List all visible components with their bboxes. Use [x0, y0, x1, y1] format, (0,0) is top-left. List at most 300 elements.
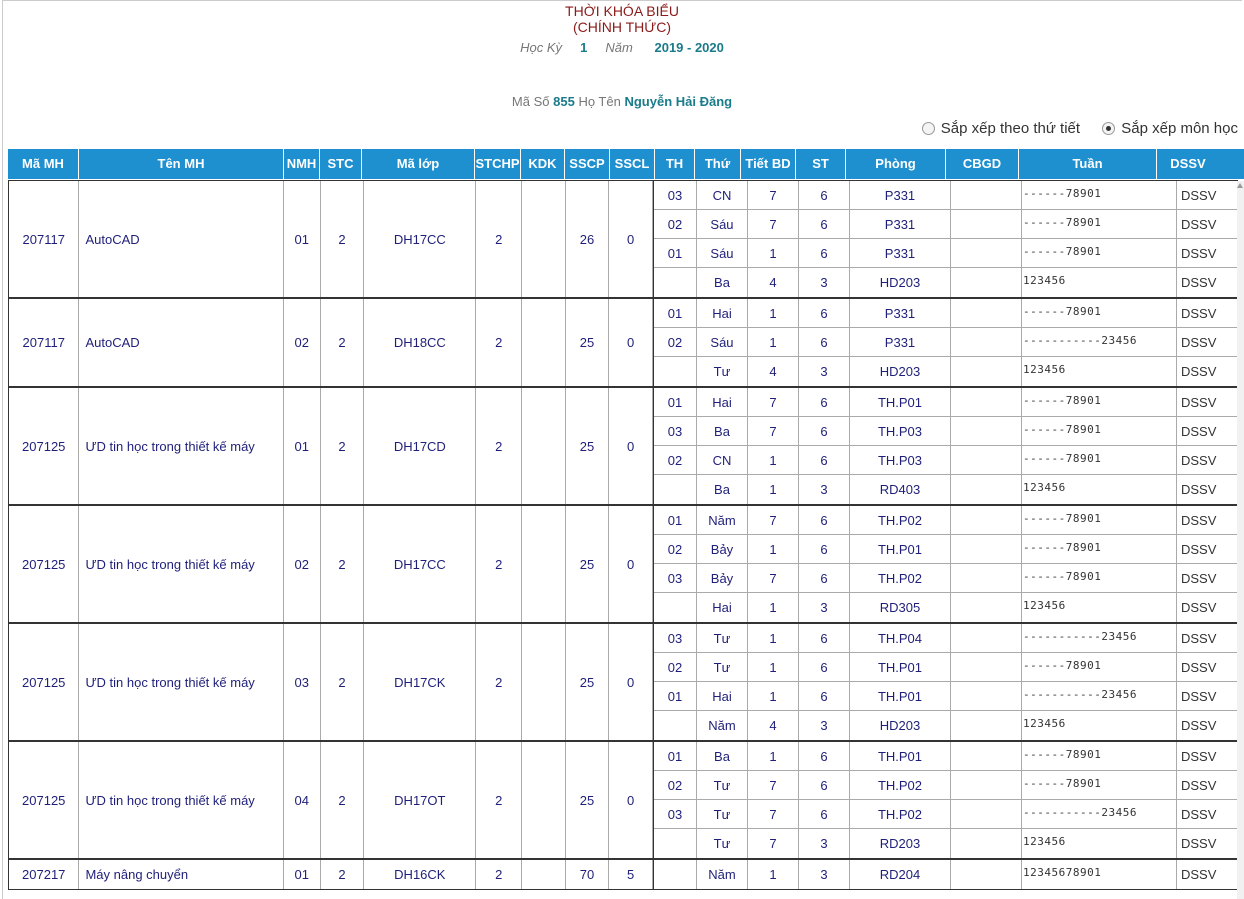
column-header: KDK — [521, 149, 565, 179]
weekday: Tư — [697, 624, 748, 652]
page-title — [0, 3, 1244, 35]
column-header: Thứ — [695, 149, 741, 179]
th: 02 — [654, 446, 697, 474]
column-header: Tuần — [1019, 149, 1157, 179]
period-count: 6 — [799, 417, 850, 445]
room: HD203 — [850, 357, 951, 386]
th — [654, 475, 697, 504]
start-period: 7 — [748, 800, 799, 828]
weekday: Tư — [697, 829, 748, 858]
credits: 2 — [321, 506, 365, 622]
student-list-link[interactable]: DSSV — [1180, 806, 1217, 822]
weekday: Hai — [697, 388, 748, 416]
th: 01 — [654, 239, 697, 267]
start-period: 7 — [748, 388, 799, 416]
session-row — [654, 268, 1237, 297]
lecturer — [951, 711, 1022, 740]
credits: 2 — [321, 860, 365, 889]
kdk — [522, 181, 566, 297]
student-list-link[interactable]: DSSV — [1180, 394, 1217, 410]
period-count: 6 — [799, 388, 850, 416]
course-code: 207117 — [9, 181, 79, 297]
session-row — [654, 564, 1237, 593]
course-code: 207125 — [9, 742, 79, 858]
th — [654, 860, 697, 889]
period-count: 3 — [799, 829, 850, 858]
course-code: 207125 — [9, 506, 79, 622]
group-no: 02 — [284, 506, 321, 622]
semester-value: 1 — [580, 40, 588, 55]
start-period: 7 — [748, 181, 799, 209]
column-header: SSCP — [565, 149, 610, 179]
weeks: ------78901 — [1022, 446, 1177, 474]
course-group — [8, 298, 1238, 387]
stchp: 2 — [476, 624, 522, 740]
column-header: TH — [655, 149, 695, 179]
student-list-link[interactable]: DSSV — [1180, 867, 1217, 882]
session-row — [654, 682, 1237, 711]
th: 03 — [654, 417, 697, 445]
weeks: 123456 — [1022, 711, 1177, 740]
sort-by-period-option[interactable] — [922, 120, 1080, 137]
session-row — [654, 800, 1237, 829]
weekday: Bảy — [697, 564, 748, 592]
kdk — [522, 860, 566, 889]
column-header: Tiết BD — [741, 149, 796, 179]
lecturer — [951, 624, 1022, 652]
lecturer — [951, 388, 1022, 416]
column-header: STC — [320, 149, 362, 179]
group-no: 04 — [284, 742, 321, 858]
weeks: 123456 — [1022, 357, 1177, 386]
start-period: 1 — [748, 593, 799, 622]
sscp: 25 — [566, 624, 610, 740]
lecturer — [951, 682, 1022, 710]
start-period: 1 — [748, 742, 799, 770]
kdk — [522, 742, 566, 858]
lecturer — [951, 357, 1022, 386]
weekday: Tư — [697, 357, 748, 386]
group-no: 02 — [284, 299, 321, 386]
session-row — [654, 210, 1237, 239]
column-header: STCHP — [475, 149, 521, 179]
start-period: 7 — [748, 564, 799, 592]
column-header: DSSV — [1170, 156, 1206, 171]
session-row — [654, 506, 1237, 535]
course-group — [8, 505, 1238, 623]
start-period: 1 — [748, 475, 799, 504]
room: TH.P03 — [850, 446, 951, 474]
session-row — [654, 475, 1237, 504]
th: 01 — [654, 506, 697, 534]
period-count: 3 — [799, 593, 850, 622]
session-row — [654, 742, 1237, 771]
start-period: 4 — [748, 711, 799, 740]
period-count: 6 — [799, 771, 850, 799]
session-row — [654, 239, 1237, 268]
class-code: DH16CK — [364, 860, 476, 889]
period-count: 6 — [799, 653, 850, 681]
weekday: Ba — [697, 417, 748, 445]
weekday: Tư — [697, 653, 748, 681]
lecturer — [951, 417, 1022, 445]
sscl: 0 — [609, 624, 653, 740]
student-list-link[interactable]: DSSV — [1180, 630, 1217, 646]
student-list-link[interactable]: DSSV — [1180, 305, 1217, 321]
start-period: 7 — [748, 210, 799, 238]
sscl: 5 — [609, 860, 653, 889]
session-row — [654, 860, 1237, 889]
room: P331 — [850, 239, 951, 267]
student-list-link[interactable]: DSSV — [1180, 334, 1217, 350]
column-header: ST — [796, 149, 846, 179]
scroll-up-arrow-icon[interactable] — [1237, 183, 1243, 188]
room: TH.P01 — [850, 653, 951, 681]
student-list-link[interactable]: DSSV — [1180, 452, 1217, 468]
credits: 2 — [321, 388, 365, 504]
room: TH.P04 — [850, 624, 951, 652]
lecturer — [951, 860, 1022, 889]
session-list — [653, 299, 1237, 386]
column-header: Mã MH — [8, 149, 79, 179]
stchp: 2 — [476, 860, 522, 889]
weeks: ------78901 — [1022, 742, 1177, 770]
th: 02 — [654, 771, 697, 799]
weekday: Hai — [697, 593, 748, 622]
weeks: 123456 — [1022, 475, 1177, 504]
weeks: -----------23456 — [1022, 800, 1177, 828]
session-row — [654, 181, 1237, 210]
session-list — [653, 860, 1237, 889]
room: P331 — [850, 181, 951, 209]
room: P331 — [850, 299, 951, 327]
start-period: 1 — [748, 299, 799, 327]
th: 03 — [654, 800, 697, 828]
weeks: ------78901 — [1022, 771, 1177, 799]
weekday: Ba — [697, 475, 748, 504]
weeks: 123456 — [1022, 593, 1177, 622]
weeks: ------78901 — [1022, 535, 1177, 563]
period-count: 6 — [799, 506, 850, 534]
class-code: DH17CD — [364, 388, 476, 504]
weeks: ------78901 — [1022, 564, 1177, 592]
sort-by-course-label: Sắp xếp môn học — [1121, 120, 1238, 137]
student-list-link[interactable]: DSSV — [1180, 423, 1217, 439]
period-count: 6 — [799, 742, 850, 770]
weekday: Sáu — [697, 239, 748, 267]
title-line-1: THỜI KHÓA BIỂU — [565, 3, 679, 19]
course-name: AutoCAD — [79, 181, 283, 297]
student-list-link[interactable]: DSSV — [1180, 777, 1217, 793]
sscp: 25 — [566, 388, 610, 504]
weekday: Tư — [697, 771, 748, 799]
start-period: 1 — [748, 653, 799, 681]
th: 02 — [654, 535, 697, 563]
start-period: 7 — [748, 417, 799, 445]
session-row — [654, 299, 1237, 328]
period-count: 6 — [799, 800, 850, 828]
course-name: Máy nâng chuyển — [79, 860, 283, 889]
course-group — [8, 180, 1238, 298]
lecturer — [951, 771, 1022, 799]
column-header: CBGD — [946, 149, 1019, 179]
weekday: Năm — [697, 711, 748, 740]
class-code: DH17CC — [364, 181, 476, 297]
sscp: 26 — [566, 181, 610, 297]
year-value: 2019 - 2020 — [654, 40, 724, 55]
group-no: 01 — [284, 388, 321, 504]
session-row — [654, 446, 1237, 475]
th: 03 — [654, 181, 697, 209]
course-group — [8, 387, 1238, 505]
sort-by-course-option[interactable] — [1102, 120, 1238, 137]
student-list-link[interactable]: DSSV — [1180, 836, 1217, 851]
th: 01 — [654, 299, 697, 327]
weekday: Hai — [697, 299, 748, 327]
period-count: 6 — [799, 328, 850, 356]
sort-by-course-radio[interactable] — [1102, 122, 1115, 135]
session-list — [653, 181, 1237, 297]
weeks: ------78901 — [1022, 506, 1177, 534]
session-row — [654, 593, 1237, 622]
room: TH.P01 — [850, 388, 951, 416]
weeks: 123456 — [1022, 829, 1177, 858]
th: 02 — [654, 210, 697, 238]
course-group — [8, 859, 1238, 890]
weekday: Tư — [697, 800, 748, 828]
period-count: 3 — [799, 475, 850, 504]
lecturer — [951, 328, 1022, 356]
lecturer — [951, 800, 1022, 828]
student-list-link[interactable]: DSSV — [1180, 600, 1217, 615]
room: TH.P02 — [850, 800, 951, 828]
weekday: Ba — [697, 742, 748, 770]
term-info — [0, 40, 1244, 55]
weeks: -----------23456 — [1022, 624, 1177, 652]
start-period: 4 — [748, 357, 799, 386]
lecturer — [951, 446, 1022, 474]
lecturer — [951, 268, 1022, 297]
room: HD203 — [850, 711, 951, 740]
start-period: 1 — [748, 328, 799, 356]
group-no: 01 — [284, 860, 321, 889]
weekday: Bảy — [697, 535, 748, 563]
period-count: 6 — [799, 299, 850, 327]
course-name: ƯD tin học trong thiết kế máy — [79, 742, 283, 858]
th — [654, 711, 697, 740]
semester-label: Học Kỳ — [520, 40, 562, 55]
course-name: ƯD tin học trong thiết kế máy — [79, 506, 283, 622]
course-group — [8, 741, 1238, 859]
credits: 2 — [321, 181, 365, 297]
credits: 2 — [321, 624, 365, 740]
lecturer — [951, 564, 1022, 592]
th — [654, 829, 697, 858]
session-row — [654, 771, 1237, 800]
title-line-2: (CHÍNH THỨC) — [572, 19, 672, 35]
student-list-link[interactable]: DSSV — [1180, 216, 1217, 232]
sscp: 25 — [566, 506, 610, 622]
sscl: 0 — [609, 388, 653, 504]
period-count: 6 — [799, 181, 850, 209]
student-name: Nguyễn Hải Đăng — [624, 94, 733, 109]
student-list-link[interactable]: DSSV — [1180, 187, 1217, 203]
lecturer — [951, 475, 1022, 504]
lecturer — [951, 742, 1022, 770]
sscp: 25 — [566, 742, 610, 858]
weeks: ------78901 — [1022, 210, 1177, 238]
student-list-link[interactable]: DSSV — [1180, 541, 1217, 557]
th: 01 — [654, 682, 697, 710]
th — [654, 357, 697, 386]
weeks: 123456 — [1022, 268, 1177, 297]
weekday: Sáu — [697, 328, 748, 356]
group-no: 03 — [284, 624, 321, 740]
stchp: 2 — [476, 388, 522, 504]
course-code: 207125 — [9, 624, 79, 740]
weeks: -----------23456 — [1022, 682, 1177, 710]
period-count: 6 — [799, 624, 850, 652]
class-code: DH17CK — [364, 624, 476, 740]
room: TH.P01 — [850, 535, 951, 563]
period-count: 6 — [799, 682, 850, 710]
student-id-label: Mã Số — [511, 94, 550, 109]
lecturer — [951, 593, 1022, 622]
kdk — [522, 388, 566, 504]
class-code: DH18CC — [364, 299, 476, 386]
sscl: 0 — [609, 181, 653, 297]
course-code: 207125 — [9, 388, 79, 504]
sort-options — [904, 120, 1238, 139]
lecturer — [951, 829, 1022, 858]
student-list-link[interactable]: DSSV — [1180, 688, 1217, 704]
stchp: 2 — [476, 181, 522, 297]
kdk — [522, 624, 566, 740]
room: TH.P01 — [850, 682, 951, 710]
session-row — [654, 711, 1237, 740]
column-header: SSCL — [610, 149, 655, 179]
weeks: ------78901 — [1022, 239, 1177, 267]
period-count: 3 — [799, 268, 850, 297]
sscl: 0 — [609, 506, 653, 622]
room: RD203 — [850, 829, 951, 858]
th — [654, 593, 697, 622]
weekday: CN — [697, 446, 748, 474]
th: 02 — [654, 328, 697, 356]
period-count: 6 — [799, 564, 850, 592]
student-list-link[interactable]: DSSV — [1180, 275, 1217, 290]
session-row — [654, 624, 1237, 653]
session-row — [654, 535, 1237, 564]
session-row — [654, 829, 1237, 858]
lecturer — [951, 535, 1022, 563]
session-row — [654, 328, 1237, 357]
session-list — [653, 742, 1237, 858]
credits: 2 — [321, 299, 365, 386]
weeks: ------78901 — [1022, 417, 1177, 445]
student-list-link[interactable]: DSSV — [1180, 482, 1217, 497]
student-list-link[interactable]: DSSV — [1180, 748, 1217, 764]
class-code: DH17OT — [364, 742, 476, 858]
weeks: ------78901 — [1022, 181, 1177, 209]
lecturer — [951, 506, 1022, 534]
session-row — [654, 653, 1237, 682]
course-code: 207117 — [9, 299, 79, 386]
group-no: 01 — [284, 181, 321, 297]
student-list-link[interactable]: DSSV — [1180, 245, 1217, 261]
sscl: 0 — [609, 742, 653, 858]
lecturer — [951, 210, 1022, 238]
student-list-link[interactable]: DSSV — [1180, 364, 1217, 379]
weeks: -----------23456 — [1022, 328, 1177, 356]
course-code: 207217 — [9, 860, 79, 889]
period-count: 3 — [799, 860, 850, 889]
room: P331 — [850, 328, 951, 356]
room: RD403 — [850, 475, 951, 504]
class-code: DH17CC — [364, 506, 476, 622]
lecturer — [951, 653, 1022, 681]
room: RD305 — [850, 593, 951, 622]
credits: 2 — [321, 742, 365, 858]
period-count: 6 — [799, 239, 850, 267]
student-id: 855 — [553, 94, 575, 109]
weekday: Ba — [697, 268, 748, 297]
weeks: 12345678901 — [1022, 860, 1177, 889]
student-list-link[interactable]: DSSV — [1180, 512, 1217, 528]
period-count: 6 — [799, 535, 850, 563]
column-header: Tên MH — [79, 149, 284, 179]
column-header: Phòng — [846, 149, 946, 179]
room: HD203 — [850, 268, 951, 297]
kdk — [522, 506, 566, 622]
th: 03 — [654, 564, 697, 592]
period-count: 6 — [799, 210, 850, 238]
student-list-link[interactable]: DSSV — [1180, 570, 1217, 586]
student-list-link[interactable]: DSSV — [1180, 659, 1217, 675]
room: TH.P03 — [850, 417, 951, 445]
th: 03 — [654, 624, 697, 652]
year-label: Năm — [605, 40, 633, 55]
weeks: ------78901 — [1022, 653, 1177, 681]
th: 01 — [654, 742, 697, 770]
session-row — [654, 417, 1237, 446]
vertical-scrollbar[interactable] — [1237, 181, 1244, 899]
kdk — [522, 299, 566, 386]
table-header — [8, 149, 1244, 179]
start-period: 1 — [748, 682, 799, 710]
sort-by-period-label: Sắp xếp theo thứ tiết — [940, 120, 1081, 137]
course-name: ƯD tin học trong thiết kế máy — [79, 624, 283, 740]
weeks: ------78901 — [1022, 388, 1177, 416]
sscl: 0 — [609, 299, 653, 386]
lecturer — [951, 181, 1022, 209]
course-group — [8, 623, 1238, 741]
sscp: 25 — [566, 299, 610, 386]
start-period: 1 — [748, 535, 799, 563]
room: TH.P02 — [850, 506, 951, 534]
course-name: ƯD tin học trong thiết kế máy — [79, 388, 283, 504]
weekday: CN — [697, 181, 748, 209]
session-row — [654, 357, 1237, 386]
student-list-link[interactable]: DSSV — [1180, 718, 1217, 733]
sort-by-period-radio[interactable] — [922, 122, 935, 135]
period-count: 3 — [799, 357, 850, 386]
weekday: Năm — [697, 860, 748, 889]
weekday: Sáu — [697, 210, 748, 238]
start-period: 1 — [748, 860, 799, 889]
room: TH.P02 — [850, 564, 951, 592]
session-list — [653, 388, 1237, 504]
